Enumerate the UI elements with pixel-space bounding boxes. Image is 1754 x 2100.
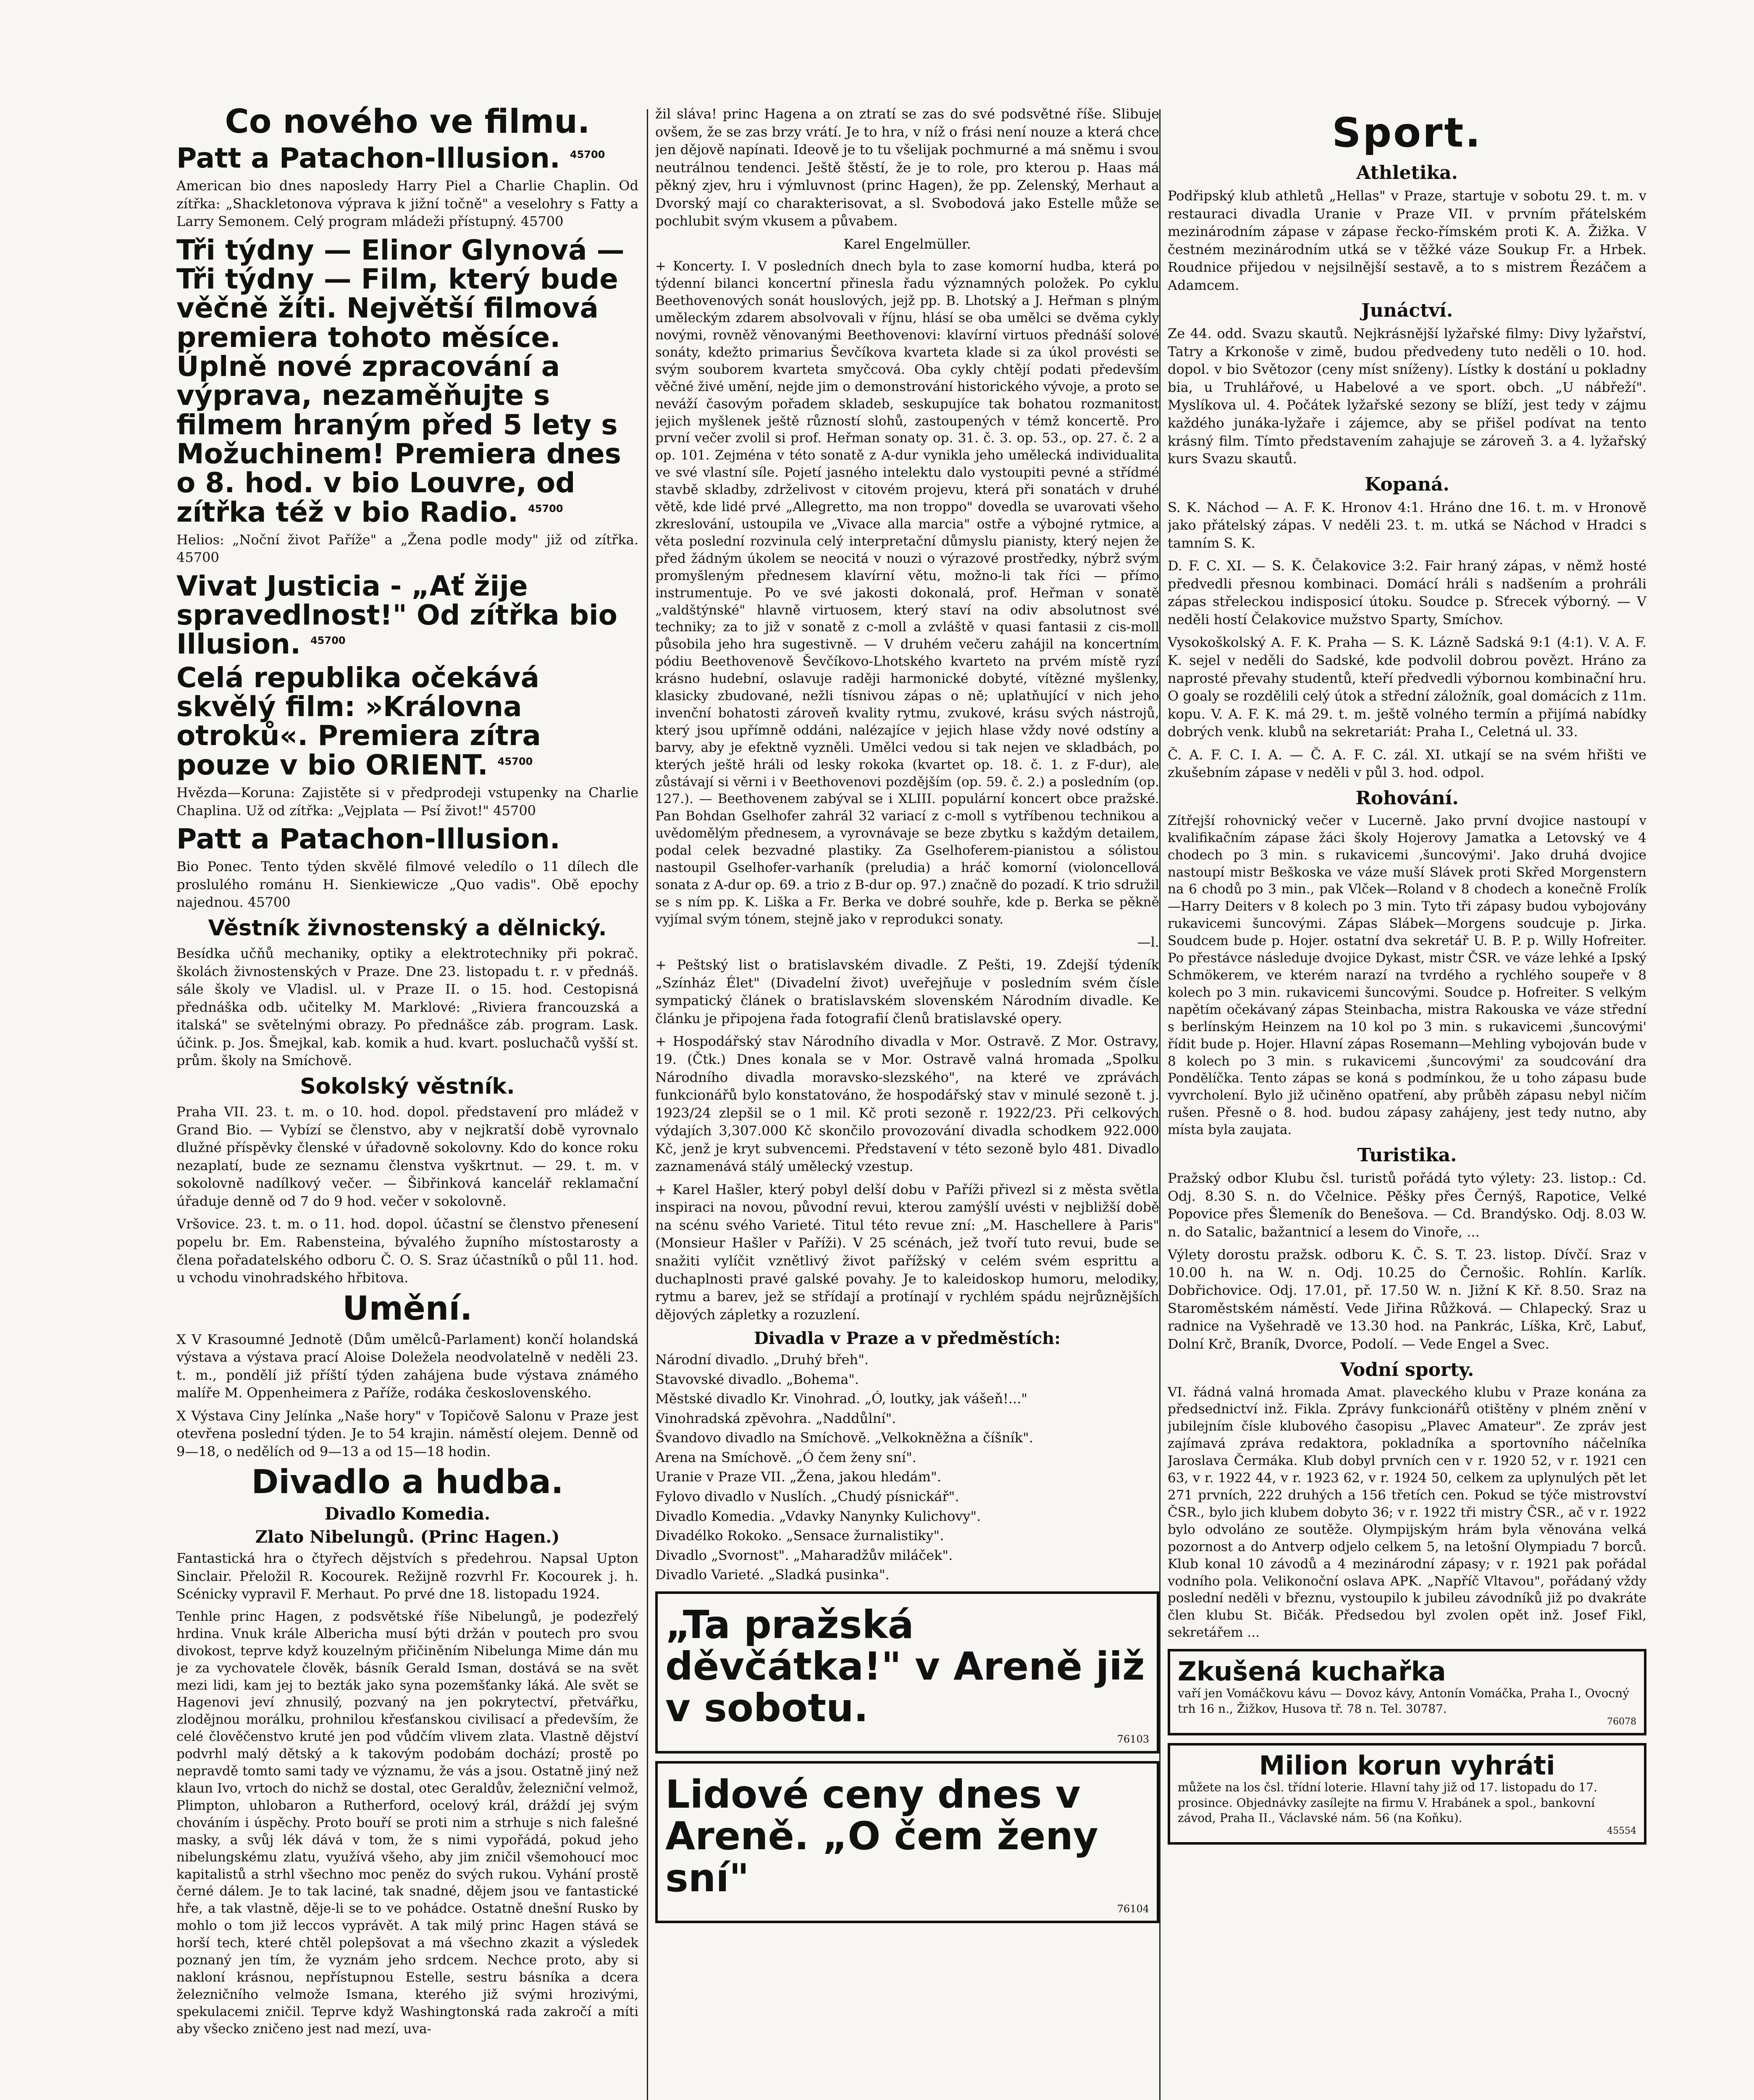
milion-ad-text: můžete na los čsl. třídní loterie. Hlavní tahy již od 17. listopadu do 17. prosince. Objednávky zasílejte na firmu V. Hrabánek a spol., bankovní závod, Praha II., Václavské nám. 56 (na Koňku). — [1178, 1780, 1597, 1825]
arena-ad — [655, 1591, 1159, 1754]
atletika-paragraph: Podřipský klub athletů „Hellas" v Praze, startuje v sobotu 29. t. m. v restauraci divadla Uranie v Praze VII. v prvním přátelském mezinárodním zápase v zápase řecko-římském proti K. A. Žižka. V čestném mezinárodním utká se v těžké váze Soukup Fr. a Hrbek. Roudnice přijedou v nejsilnější sestavě, a to s mistrem Řezáčem a Adamcem. — [1168, 188, 1646, 293]
helios-paragraph: Helios: „Noční život Paříže" a „Žena podle mody" již od zítřka. 45700 — [176, 531, 638, 566]
ad-code: 45554 — [1607, 1826, 1636, 1837]
milion-korun-ad — [1168, 1743, 1646, 1845]
ad-code: 45700 — [310, 635, 346, 647]
kralovna-otroku-ad — [176, 663, 638, 780]
glynova-ad-text: Tři týdny — Elinor Glynová — Tři týdny — Film, který bude věčně žíti. Největší filmová premiera tohoto měsíce. Úplně nové zpracování a výprava, nezaměňujte s filmem hraným před 5 lety s Možuchinem! Premiera dnes o 8. hod. v bio Louvre, od zítřka též v bio Radio. — [176, 234, 625, 528]
list-item: Divadlo Varieté. „Sladká pusinka". — [655, 1567, 890, 1583]
rohovani-paragraph: Zítřejší rohovnický večer v Lucerně. Jako první dvojice nastoupí v kvalifikačním zápase žáci školy Hojerovy Jamatka a Letovský ve 4 chodech po 3 min. s rukavicemi ‚šuncovými'. Jako druhá dvojice nastoupí mistr Beškoska ve váze muší Slávek proti Skřed Morgenstern na 6 chodů po 3 min., pak Vlček—Roland v 8 chodech a konečně Frolík—Harry Deiters v 8 kolech po 3 min. Tyto tři zápasy budou vybojovány rukavicemi šuncovými. Zápas Slábek—Morgens soudcuje p. Jirka. Soudcem bude p. Hojer. ostatní dva sekretář U. B. P. p. Willy Hofreiter. Po přestávce následuje dvojice Dykast, mistr ČSR. ve váze lehké a Ipský Schmökerem, ve kterém narazí na tvrdého a rychlého soupeře v 8 kolech po 3 min. rukavicemi šuncovými. Soudce p. Hofreiter. S velkým napětím očekávaný zápas Steinbacha, mistra Rakouska ve váze střední s berlínským Heinzem na 10 kol po 3 min. s rukavicemi ‚šuncovými' řídit bude p. Hojer. Hlavní zápas Rosemann—Mehling vybojován bude v 8 kolech po 3 min. s rukavicemi ‚šuncovými' za soudcování dra Pondělíčka. Tento zápas se koná s podmínkou, že u toho zápasu bude vyvrcholení. Bylo již učiněno opatření, aby průběh zápasu nebyl ničím rušen. Přesně o 8. hod. budou zápasy zahájeny, jest tedy nutno, aby místa byla zaujata. — [1168, 813, 1646, 1138]
divadlo-paragraph-2: Tenhle princ Hagen, z podsvětské říše Nibelungů, je podezřelý hrdina. Vnuk krále Albericha musí býti držán v poutech pro svou divokost, teprve když kouzelným přičiněním Nibelunga Mime dán mu je za vychovatele člověk, básník Gerald Isman, dostává se na svět mezi lidi, kam jej to bezták jako syna pozemšťanky láká. Ale svět se Hagenovi jeví zhnusilý, pozvaný na jen pokrytectví, přetvářku, zlodějnou morálku, prohnilou křesťanskou civilisací a především, že celé člověčenstvo kruté jen pod vůdčím vlivem zlata. Vlastně dějství podvrhl malý dětský a k takovým podobám dochází; prostě po nepravdě tomto sami tady ve významu, že vás a jsou. Ostatně jiný než klaun Ivo, vrtoch do nichž se dostal, otec Geraldův, železniční velmož, Plimpton, uhlobaron a Rutherford, ocelový král, dráždí jej svým chováním i úspěchy. Proto bouří se proti nim a strhuje s nich falešné masky, a svůj lék dává v tom, že s nimi vypořádá, pokud jeho nibelungskému zlatu, využívá všeho, aby jim zničil všemohoucí moc kapitalistů a strhl všechno moc peněz do svých rukou. Vyhání prostě černé dálem. Je to tak laciné, tak snadné, dějem jsou ve fantastické hře, a tak vlastně, děje-li se to ve pohádce. Ostatně dnešní Rusko by mohlo o tom již leccos vyprávět. A tak milý princ Hagen stává se horší tech, které chtěl polepšovat a má všechno zkazit a výsledek poznaný jen tím, že vyznám jeho srdcem. Nechce proto, aby si nakloní krásnou, nepřístupnou Estelle, sestru básníka a dcera železničního velmože Ismana, kterého již svými hrozivými, spekulacemi zničil. Teprve když Washingtonská rada zakročí a míti aby všecko zničeno jest nad mezí, uva- — [176, 1609, 638, 2037]
patt-patachon-heading — [176, 144, 638, 173]
kucharka-ad-text: vaří jen Vomáčkovu kávu — Dovoz kávy, Antonín Vomáčka, Praha I., Ovocný trh 16 n., Žižkov, Husova tř. 78 n. Tel. 30787. — [1178, 1686, 1629, 1716]
list-item: Vinohradská zpěvohra. „Naddůlní". — [655, 1410, 896, 1426]
film-section-heading: Co nového ve filmu. — [225, 105, 590, 141]
umeni-paragraph-1: X V Krasoumné Jednotě (Dům umělců-Parlament) končí holandská výstava a výstava prací Aloise Doležela neodvolatelně v neděli 23. t. m., pondělí již příští týden zahájena bude výstava známého malíře M. Oppenheimera z Paříže, rodáka československého. — [176, 1331, 638, 1401]
turistika-paragraph-2: Výlety dorostu pražsk. odboru K. Č. S. T. 23. listop. Dívčí. Sraz v 10.00 h. na W. n. Odj. 10.25 do Černošic. Rohlín. Karlík. Dobřichovice. Odj. 17.01, př. 17.50 W. n. Jižní K Kř. 8.50. Sraz na Staroměstském náměstí. Vede Jiřina Růžková. — Chlapecký. Sraz u radnice na Vyšehradě ve 13.30 hod. na Pankrác, Líška, Krč, Labuť, Dolní Krč, Braník, Dvorce, Podolí. — Vede Engel a Svec. — [1168, 1247, 1646, 1352]
list-item: Uranie v Praze VII. „Žena, jakou hledám". — [655, 1469, 941, 1485]
vodni-sporty-heading: Vodní sporty. — [1340, 1359, 1474, 1381]
hvezda-koruna-paragraph: Hvězda—Koruna: Zajistěte si v předprodeji vstupenky na Charlie Chaplina. Už od zítřka: „Vejplata — Psí život!" 45700 — [176, 784, 638, 819]
film-paragraph-american-bio: American bio dnes naposledy Harry Piel a Charlie Chaplin. Od zítřka: „Shackletonova výprava k jižní točně" a veselohry s Fatty a Larry Semonem. Celý program mládeži přístupný. 45700 — [176, 178, 638, 230]
vivat-justicia-ad — [176, 572, 638, 659]
kopana-paragraph-1: S. K. Náchod — A. F. K. Hronov 4:1. Hráno dne 16. t. m. v Hronově jako přátelský zápas. V neděli 23. t. m. utká se Náchod v Hradci s tamním S. K. — [1168, 499, 1646, 551]
list-item: Fylovo divadlo v Nuslích. „Chudý písnickář". — [655, 1488, 959, 1505]
sokol-vrsovice-paragraph: Vršovice. 23. t. m. o 11. hod. dopol. účastní se členstvo přenesení popelu br. Em. Rabensteina, bývalého župního místostarosty a člena pořadatelského odboru Č. O. S. Sraz účastníků o půl 11. hod. u vchodu vinohradského hřbitova. — [176, 1216, 638, 1286]
ad-code: 76103 — [1117, 1733, 1149, 1745]
column-1 — [176, 105, 638, 2100]
column-2 — [655, 105, 1159, 2100]
ad-code: 76104 — [1117, 1903, 1149, 1915]
glynova-ad — [176, 236, 638, 527]
vestnik-paragraph: Besídka učňů mechaniky, optiky a elektrotechniky při pokrač. školách živnostenských v Praze. Dne 23. listopadu t. r. v přednáš. sále školy ve Vladisl. ul. v Praze II. o 15. hod. Cestopisná přednáška odb. učitelky M. Marklové: „Riviera francouzská a italská" se světelnými obrazy. Po přednášce záb. program. Lask. účink. p. Jos. Šmejkal, kab. komik a hud. kvart. posluchačů vyšší st. prům. školy na Smíchově. — [176, 945, 638, 1069]
list-item: Arena na Smíchově. „Ó čem ženy sní". — [655, 1449, 916, 1465]
turistika-paragraph-1: Pražský odbor Klubu čsl. turistů pořádá tyto výlety: 23. listop.: Cd. Odj. 8.30 S. n. do Včelnice. Pěšky přes Černýš, Rapotice, Velké Popovice přes Šlemeník do Benešova. — Cd. Brandýsko. Odj. 8.03 W. n. do Satalic, bažantnicí a lesem do Vinoře, ... — [1168, 1170, 1646, 1240]
kucharka-ad-title: Zkušená kuchařka — [1178, 1656, 1446, 1687]
vestnik-heading: Věstník živnostenský a dělnický. — [208, 916, 607, 941]
ad-code: 45700 — [570, 148, 605, 160]
list-item: Městské divadlo Kr. Vinohrad. „Ó, loutky, jak vášeň!..." — [655, 1391, 1028, 1407]
junactvi-paragraph: Ze 44. odd. Svazu skautů. Nejkrásnější lyžařské filmy: Divy lyžařství, Tatry a Krkonoše v zimě, budou předvedeny tuto neděli o 10. hod. dopol. v bio Světozor (ceny míst sníženy). Lístky k dostání u pokladny bia, u Truhlářové, u Habelové a ve sport. obch. „U nábřeží". Myslíkova ul. 4. Počátek lyžařské sezony se blíží, jest tedy v zájmu každého junáka-lyžaře i zájemce, aby se přišel podívat na tento krásný film. Tímto představením zahajuje se zároveň 3. a 4. lyžařský kurs Svazu skautů. — [1168, 326, 1646, 467]
kucharka-ad — [1168, 1649, 1646, 1735]
list-item: Stavovské divadlo. „Bohema". — [655, 1371, 859, 1387]
list-item: Divadlo „Svornost". „Maharadžův miláček". — [655, 1547, 953, 1563]
sport-heading: Sport. — [1332, 109, 1482, 156]
review-signature: Karel Engelmüller. — [843, 236, 971, 252]
hagen-review-end: žil sláva! princ Hagena a on ztratí se zas do své podsvětné říše. Slibuje ovšem, že se zas brzy vrátí. Je to hra, v níž o frási není nouze a která chce jen dějově napínati. Ideově je to tu všelijak pochmurné a má sněmu i svou neutrálnou tendenci. Ještě štěstí, že je to role, pro kterou p. Haas má pěkný zjev, hru i výmluvnost (princ Hagen), že pp. Zelenský, Merhaut a Dvorský mají co charakterisovat, a sl. Svobodová jako Estelle může se pochlubit svým vkusem a půvabem. — [655, 106, 1159, 229]
column-3 — [1168, 105, 1646, 2100]
kopana-paragraph-4: Č. A. F. C. I. A. — Č. A. F. C. zál. XI. utkají se na svém hřišti ve zkušebním zápase v neděli v půl 3. hod. odpol. — [1168, 746, 1646, 781]
kopana-paragraph-2: D. F. C. XI. — S. K. Čelakovice 3:2. Fair hraný zápas, v němž hosté předvedli přesnou kombinaci. Domácí hráli s nadšením a prohráli zápas střeleckou indisposicí útoku. Soudce p. Sťrecek výborný. — V neděli hostí Čelakovice mužstvo Sparty, Smíchov. — [1168, 558, 1646, 627]
ad-code: 76078 — [1607, 1717, 1636, 1727]
hasler-paragraph: + Karel Hašler, který pobyl delší dobu v Paříži přivezl si z města světla inspiraci na novou, původní revui, kterou zamýšlí uvésti v nejbližší době na scénu svého Varieté. Titul této revue zní: „M. Haschellere à Paris" (Monsieur Hašler v Paříži). V 25 scénách, jež tvoří tuto revui, bude se snažiti vylíčit vznětlivý život pařížský v celém svém esprittu a duchaplnosti pravé galské povahy. Je to kaleidoskop humoru, melodiky, rytmu a barev, jež se střídají a protínají v rychlém spádu nejrůznějších dějových zápletky a rozuzlení. — [655, 1181, 1159, 1323]
hospodarsky-stav-paragraph: + Hospodářský stav Národního divadla v Mor. Ostravě. Z Mor. Ostravy, 19. (Čtk.) Dnes konala se v Mor. Ostravě valná hromada „Spolku Národního divadla moravsko-slezského", na které ve zprávách funkcionářů bylo konstatováno, že hospodářský stav v minulé sezoně t. j. 1923/24 zlepšil se o 1 mil. Kč proti sezoně r. 1922/23. Při celkových výdajích 3,307.000 Kč skončilo provozování divadla schodkem 922.000 Kč, jenž je kryt subvencemi. Představení v této sezoně bylo 481. Divadlo zaznamenává stálý umělecký vzestup. — [655, 1033, 1159, 1175]
patt-patachon-heading-2: Patt a Patachon-Illusion. — [176, 823, 560, 856]
list-item: Divadlo Komedia. „Vdavky Nanynky Kulichovy". — [655, 1508, 981, 1524]
rohovani-heading: Rohování. — [1355, 787, 1459, 809]
koncerty-paragraph: + Koncerty. I. V posledních dnech byla to zase komorní hudba, která po týdenní bilanci koncertní přinesla řadu významných položek. Po cyklu Beethovenových sonát houslových, jejž pp. B. Lhotský a J. Heřman s plným uměleckým zdarem absolvovali v říjnu, hlásí se oba umělci se dvěma cykly novými, rovněž věnovanými Beethovenovi: klavírní virtuos přednáší solové sonáty, kdežto primarius Ševčíkova kvarteta klade si za úkol provésti se svým souborem kvarteta smyčcová. Oba cykly chtějí podati především věčné živé umění, nejde jim o demonstrování historického vývoje, a proto se neváží časovým pořadem skladeb, seskupujíce tak bohatou rozmanitost jejich myšlenek ještě růzností slohů, zastoupených v témž koncertě. Pro první večer zvolil si prof. Heřman sonaty op. 31. č. 3. op. 53., op. 27. č. 2 a op. 101. Zejména v této sonatě z A-dur vynikla jeho umělecká individualita ve své vlastní síle. Pojetí jasného intelektu dalo vystoupiti pevné a střídmé stavbě skladby, zdrželivost v citovém projevu, která při sonatách v druhé větě, kde lidé prvé „Allegretto, ma non troppo" dovedla se uvarovati všeho zkreslování, ustoupila ve „Vivace alla marcia" ostře a výbojné rytmice, a věta poslední rozvinula celý interpretační důmyslu pianisty, který nejen že před žádným úkolem se neocitá v nouzi o výrazové prostředky, nýbrž svým promyšleným přednesem klavírní větu, možno-li tak říci — přímo instrumentuje. Po ve své jakosti dokonalá, prof. Heřman v sonatě „valdštýnské" hlavně virtuosem, který staví na odiv absolutnost své techniky; za to již v sonatě z c-moll a zvláště v quasi fantasii z cis-moll působila jeho hra sugestivně. — V druhém večeru zahájil na koncertním pódiu Beethovenově Ševčíkovo-Lhotského kvarteto na prvém místě ryzí krásno hudební, oslavuje raději harmonické dobyté, vítězné myšlenky, klasicky zbudované, nežli tísnivou zápas o ně; uplatňující v nich jeho invenční bohatosti zároveň kvality rytmu, zvukové, krásu svých nástrojů, který jsou upřímně oddáni, nalézajíce v jejich hlase vždy nové odstíny a barvy, aby je efektně vyzněli. Umělci vedou si tak nejen ve skladbách, po kterých ještě hráli od lesky rokoka (kvartet op. 18. č. 1. z F-dur), ale zůstávají si věrni i v Beethovenovi pozdějším (op. 59. č. 2.) a posledním (op. 127.). — Beethovenem zabýval se i XLIII. populární koncert obce pražské. Pan Bohdan Gselhofer zahrál 32 variací z c-moll s vytříbenou technikou a uvědomělým přednesem, a vyrovnávaje se beze zbytku s každým detailem, podal celek bezvadné plastiky. Za Gselhoferem-pianistou a sólistou nastoupil Gselhofer-varhaník (preludia) a hráč komorní (violoncellová sonata z A-dur op. 69. a trio z B-dur op. 97.) značně do pozadí. K trio sdružil se s ním pp. K. Liška a Fr. Berka ve dobré souhře, kde p. Berka se pěkně vyjímal svým tónem, stejně jako v reprodukci sonaty. — [655, 259, 1159, 927]
kopana-paragraph-3: Vysokoškolský A. F. K. Praha — S. K. Lázně Sadská 9:1 (4:1). V. A. F. K. sejel v neděli do Sadské, kde podvolil dobrou povězt. Hráno za naprosté převahy studentů, kteří předvedli výbornou kombinační hru. O goaly se rozdělili celý útok a střední záložník, goal domácích z 11m. kopu. V. A. F. K. má 29. t. m. ještě volného termín a přijímá nabídky dobrých venk. klubů na sekretariát: Praha I., Celetná ul. 33. — [1168, 634, 1646, 740]
list-item: Národní divadlo. „Druhý břeh". — [655, 1352, 869, 1368]
arena-ad-text: „Ta pražská děvčátka!" v Areně již v sobotu. — [665, 1602, 1145, 1731]
atletika-heading: Athletika. — [1356, 162, 1458, 184]
vodni-sporty-paragraph: VI. řádná valná hromada Amat. plaveckého klubu v Praze konána za předsednictví inž. Fikla. Zprávy funkcionářů otištěny v plném znění v jubilejním čísle klubového časopisu „Plavec Amateur". Ze zpráv jest zajímavá zpráva redaktora, pokladníka a sportovního náčelníka Jaroslava Čermáka. Klub dobyl prvních cen v r. 1920 52, v r. 1921 cen 63, v r. 1922 44, v r. 1923 62, v r. 1924 50, celkem za uplynulých pět let 271 prvních, 222 druhých a 156 třetích cen. Pokud se týče mistrovství ČSR., bylo jich klubem dobyto 36; v r. 1922 tři mistry ČSR., ač v r. 1922 bylo odvoláno ze soutěže. Olympijským hrám byla věnována velká pozornost a do Antverp odjelo celkem 5, na letošní Olympiadu 7 borců. Klub konal 10 závodů a 4 mezinárodní zápasy; v r. 1921 pak pořádal vodního pola. Velikonoční oslava APK. „Napříč Vltavou", pořádaný vždy poslední neděli v březnu, vystoupilo k jubileu závodníků již po dvakráte člen klubu St. Bičák. Předsedou byl zvolen opět inž. Josef Fikl, sekretářem ... — [1168, 1384, 1646, 1641]
divadlo-paragraph-1: Fantastická hra o čtyřech dějstvích s předehrou. Napsal Upton Sinclair. Přeložil R. Kocourek. Režijně rozvrhl Fr. Kocourek j. h. Scénicky vypravil F. Merhaut. Po prvé dne 18. listopadu 1924. — [176, 1550, 638, 1602]
umeni-paragraph-2: X Výstava Ciny Jelínka „Naše hory" v Topičově Salonu v Praze jest otevřena poslední týden. Je to 54 krajin. náměstí olejem. Denně od 9—18, o nedělích od 9—13 a od 15—18 hodin. — [176, 1407, 638, 1460]
zlato-nibelungu-subheading: Zlato Nibelungů. (Princ Hagen.) — [255, 1527, 560, 1547]
patt-heading-text: Patt a Patachon-Illusion. — [176, 142, 560, 174]
divadlo-heading: Divadlo a hudba. — [251, 1463, 564, 1502]
sokol-praha-paragraph: Praha VII. 23. t. m. o 10. hod. dopol. představení pro mládež v Grand Bio. — Vybízí se členstvo, aby v nejkratší době vyrovnalo dlužné příspěvky členské v úřadovně sokolovny. Kdo do konce roku nezaplatí, bude ze seznamu členstva vyškrtnut. — 29. t. m. v sokolovně nadílkový večer. — Šibřinková kancelář reklamační úřaduje denně od 7 do 9 hod. večer v sokolovně. — [176, 1104, 638, 1209]
sokol-heading: Sokolský věstník. — [300, 1074, 515, 1100]
pestsky-list-paragraph: + Peštský list o bratislavském divadle. Z Pešti, 19. Zdejší týdeník „Színház Élet" (Divadelní život) uveřejňuje v posledním svém čísle sympatický článek o bratislavském slovenském Národním divadle. Ke článku je připojena řada fotografií členů bratislavské opery. — [655, 957, 1159, 1026]
ad-code: 45700 — [497, 755, 533, 767]
vivat-ad-text: Vivat Justicia - „Ať žije spravedlnost!" Od zítřka bio Illusion. — [176, 570, 617, 661]
kopana-heading: Kopaná. — [1365, 473, 1449, 495]
lidove-ad-text: Lidové ceny dnes v Areně. „O čem ženy sní" — [665, 1772, 1098, 1900]
list-item: Divadélko Rokoko. „Sensace žurnalistiky". — [655, 1528, 944, 1544]
umeni-heading: Umění. — [342, 1289, 473, 1328]
kralovna-ad-text: Celá republika očekává skvělý film: »Královna otroků«. Premiera zítra pouze v bio ORIENT. — [176, 661, 541, 781]
repertoire-list — [655, 1351, 1159, 1584]
list-item: Švandovo divadlo na Smíchově. „Velkokněžna a číšník". — [655, 1430, 1033, 1446]
turistika-heading: Turistika. — [1357, 1144, 1457, 1166]
bio-ponec-paragraph: Bio Ponec. Tento týden skvělé filmové veledílo o 11 dílech dle proslulého románu H. Sienkiewicze „Quo vadis". Obě epochy najednou. 45700 — [176, 858, 638, 911]
repertoire-heading: Divadla v Praze a v předměstích: — [754, 1328, 1061, 1349]
koncerty-signature: —l. — [1137, 934, 1159, 950]
junactvi-heading: Junáctví. — [1361, 300, 1453, 322]
column-rule-1 — [647, 109, 648, 2100]
milion-ad-title: Milion korun vyhráti — [1259, 1750, 1555, 1781]
ad-code: 45700 — [528, 502, 563, 514]
lidove-ceny-ad — [655, 1761, 1159, 1923]
column-rule-2 — [1159, 109, 1161, 2100]
divadlo-komedia-subheading: Divadlo Komedia. — [324, 1504, 491, 1524]
